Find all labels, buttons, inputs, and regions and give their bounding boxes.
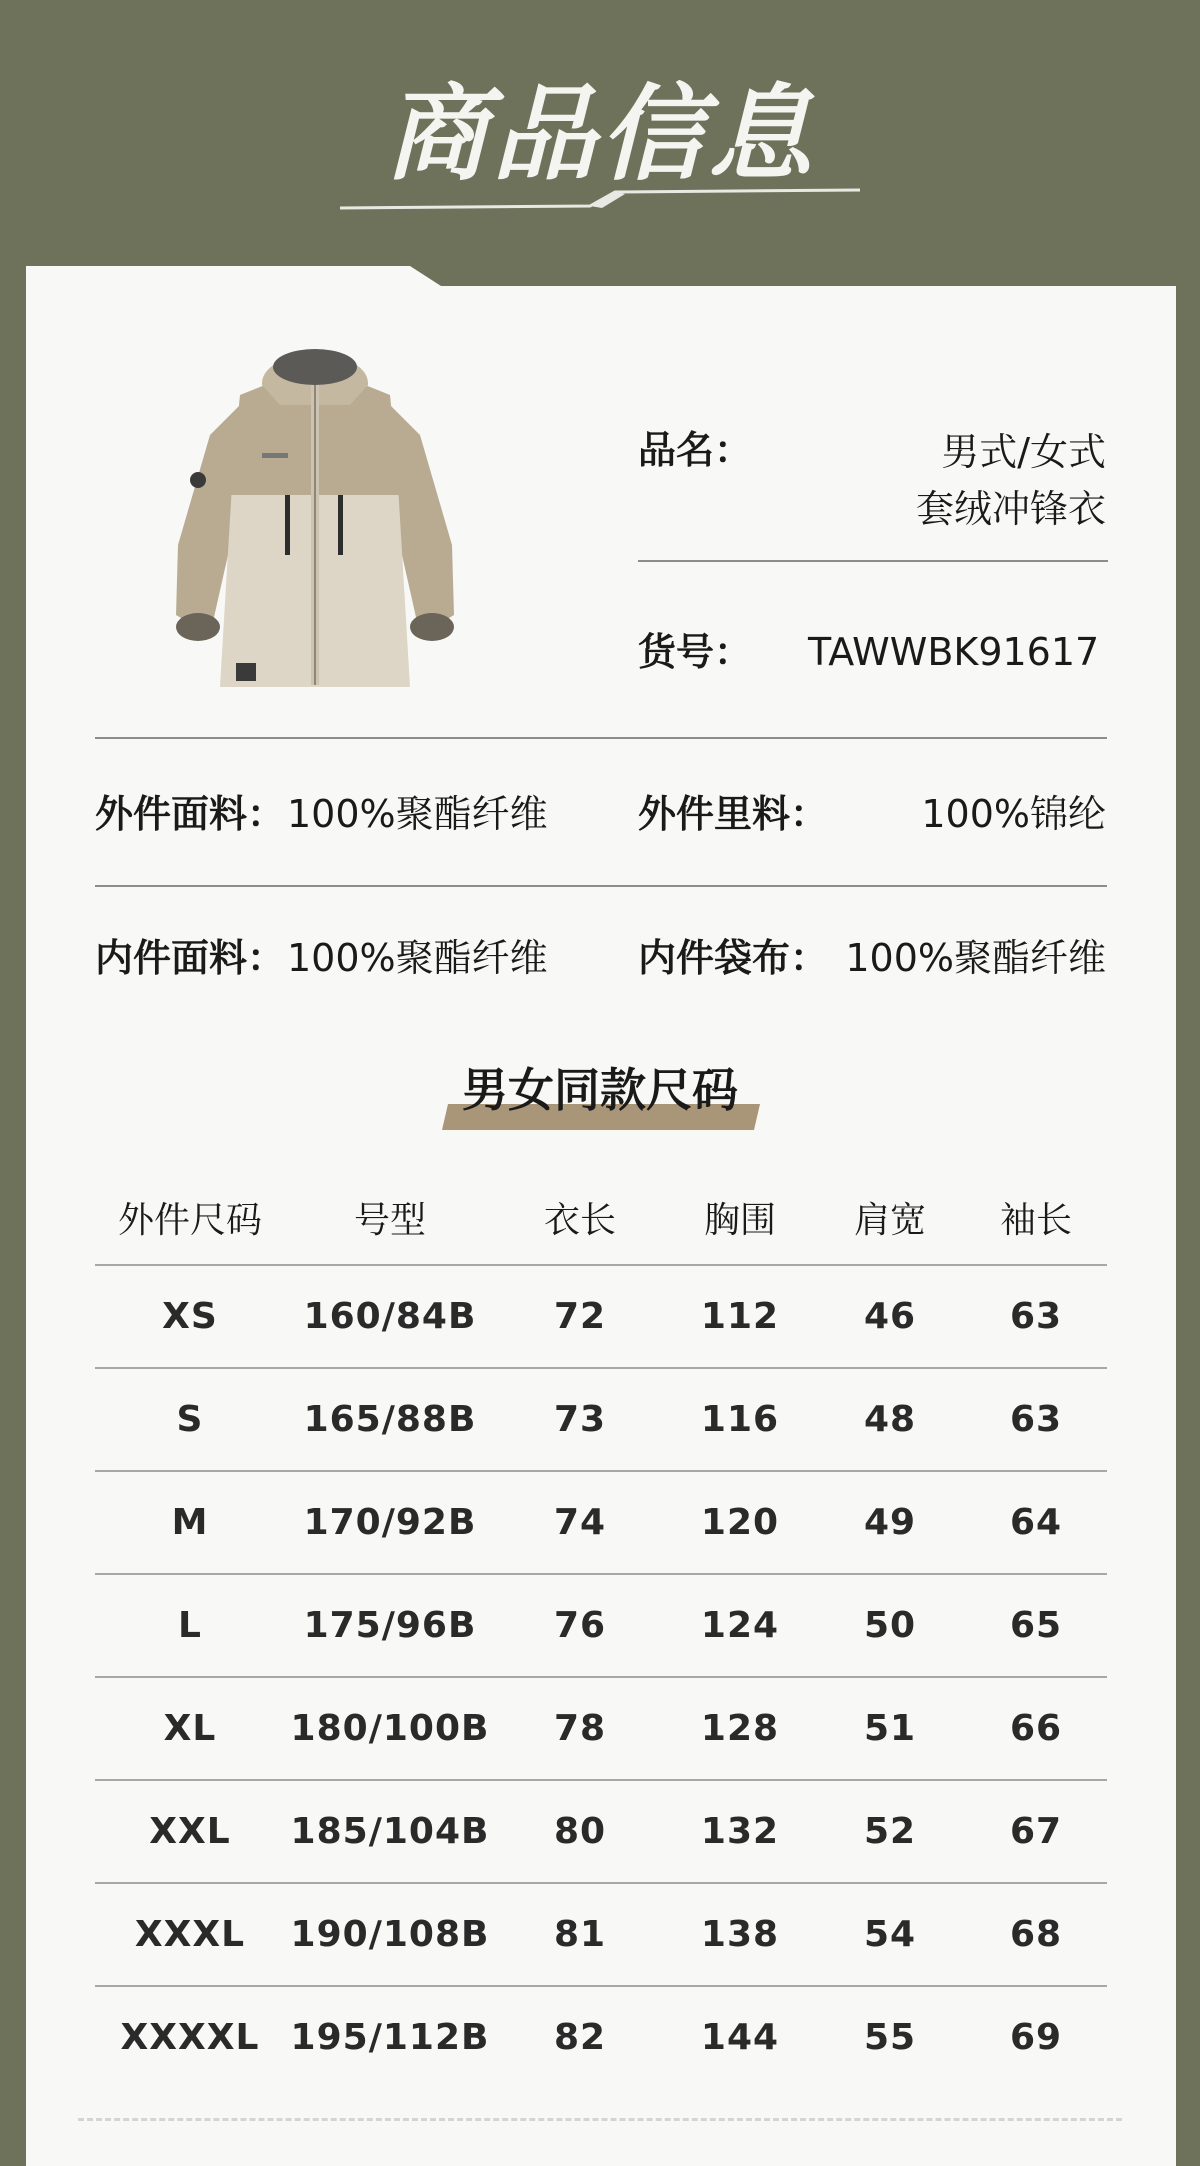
- inner-pocket-value: 100%聚酯纤维: [845, 936, 1106, 980]
- table-cell: 52: [815, 1780, 965, 1883]
- table-cell: 69: [1009, 2017, 1063, 2058]
- divider: [95, 885, 1107, 887]
- table-cell: 65: [965, 1574, 1107, 1677]
- table-cell: 165/88B: [285, 1368, 495, 1471]
- section-dashed-divider: [78, 2118, 1122, 2121]
- table-cell: 144: [700, 2017, 780, 2058]
- table-cell: 50: [815, 1574, 965, 1677]
- table-cell: M: [95, 1471, 285, 1574]
- jacket-image: [170, 345, 460, 695]
- table-cell: XL: [95, 1677, 285, 1780]
- table-cell: 124: [665, 1574, 815, 1677]
- table-cell: 195/112B: [290, 2017, 490, 2058]
- table-cell: 170/92B: [285, 1471, 495, 1574]
- outer-fabric-value: 100%聚酯纤维: [287, 792, 548, 836]
- outer-lining-label: 外件里料：: [638, 792, 829, 836]
- table-cell: 128: [665, 1677, 815, 1780]
- column-header-shoulder: 肩宽: [815, 1170, 965, 1265]
- table-cell: XXXXL: [120, 2017, 260, 2058]
- table-cell: 63: [965, 1368, 1107, 1471]
- table-cell: 72: [495, 1265, 665, 1368]
- table-cell: 74: [495, 1471, 665, 1574]
- table-cell: S: [95, 1368, 285, 1471]
- table-cell: 63: [965, 1265, 1107, 1368]
- table-cell: 132: [665, 1780, 815, 1883]
- table-cell: 138: [665, 1883, 815, 1986]
- inner-fabric-value: 100%聚酯纤维: [287, 936, 548, 980]
- size-chart-title: 男女同款尺码: [462, 1063, 738, 1117]
- column-header-fit: 号型: [285, 1170, 495, 1265]
- table-row: [95, 1368, 1107, 1471]
- inner-pocket-label: 内件袋布：: [638, 936, 829, 980]
- table-cell: 48: [815, 1368, 965, 1471]
- table-row: [95, 1677, 1107, 1780]
- table-cell: 160/84B: [285, 1265, 495, 1368]
- table-cell: 116: [665, 1368, 815, 1471]
- table-cell: 185/104B: [285, 1780, 495, 1883]
- table-row: [95, 1471, 1107, 1574]
- size-table: [95, 1170, 1107, 2088]
- column-header-sleeve: 袖长: [965, 1170, 1107, 1265]
- table-header-row: [95, 1170, 1107, 1265]
- table-cell: 49: [815, 1471, 965, 1574]
- table-cell: 76: [495, 1574, 665, 1677]
- table-cell: XXL: [95, 1780, 285, 1883]
- page-title: 商品信息: [383, 73, 816, 195]
- column-header-chest: 胸围: [665, 1170, 815, 1265]
- table-row: [95, 1265, 1107, 1368]
- table-cell: 120: [665, 1471, 815, 1574]
- table-cell: 175/96B: [285, 1574, 495, 1677]
- divider: [95, 737, 1107, 739]
- product-code-value: TAWWBK91617: [808, 630, 1100, 674]
- title-underline-decoration: [340, 188, 860, 212]
- product-name-label: 品名：: [638, 428, 753, 472]
- inner-fabric-label: 内件面料：: [95, 936, 286, 980]
- table-cell: 80: [495, 1780, 665, 1883]
- table-cell: 78: [495, 1677, 665, 1780]
- table-cell: 67: [965, 1780, 1107, 1883]
- table-cell: 64: [965, 1471, 1107, 1574]
- table-cell: 112: [665, 1265, 815, 1368]
- table-cell: 73: [495, 1368, 665, 1471]
- table-cell: 66: [965, 1677, 1107, 1780]
- table-cell: 51: [815, 1677, 965, 1780]
- table-cell: 81: [495, 1883, 665, 1986]
- table-cell: XS: [95, 1265, 285, 1368]
- card-notch-decoration: [26, 266, 1176, 290]
- column-header-size: 外件尺码: [95, 1170, 285, 1265]
- table-row: [95, 1780, 1107, 1883]
- table-cell: 180/100B: [285, 1677, 495, 1780]
- column-header-length: 衣长: [495, 1170, 665, 1265]
- outer-lining-value: 100%锦纶: [921, 792, 1106, 836]
- product-name-line2: 套绒冲锋衣: [915, 487, 1106, 531]
- table-cell: 190/108B: [285, 1883, 495, 1986]
- table-cell: 55: [863, 2017, 917, 2058]
- table-row: [95, 1574, 1107, 1677]
- table-cell: XXXL: [95, 1883, 285, 1986]
- table-cell: 82: [553, 2017, 607, 2058]
- product-code-label: 货号：: [638, 630, 753, 674]
- table-cell: L: [95, 1574, 285, 1677]
- divider: [638, 560, 1108, 562]
- table-row: [95, 1986, 1107, 2088]
- table-cell: 68: [965, 1883, 1107, 1986]
- table-row: [95, 1883, 1107, 1986]
- table-cell: 46: [815, 1265, 965, 1368]
- table-cell: 54: [815, 1883, 965, 1986]
- outer-fabric-label: 外件面料：: [95, 792, 286, 836]
- product-name-line1: 男式/女式: [941, 430, 1106, 474]
